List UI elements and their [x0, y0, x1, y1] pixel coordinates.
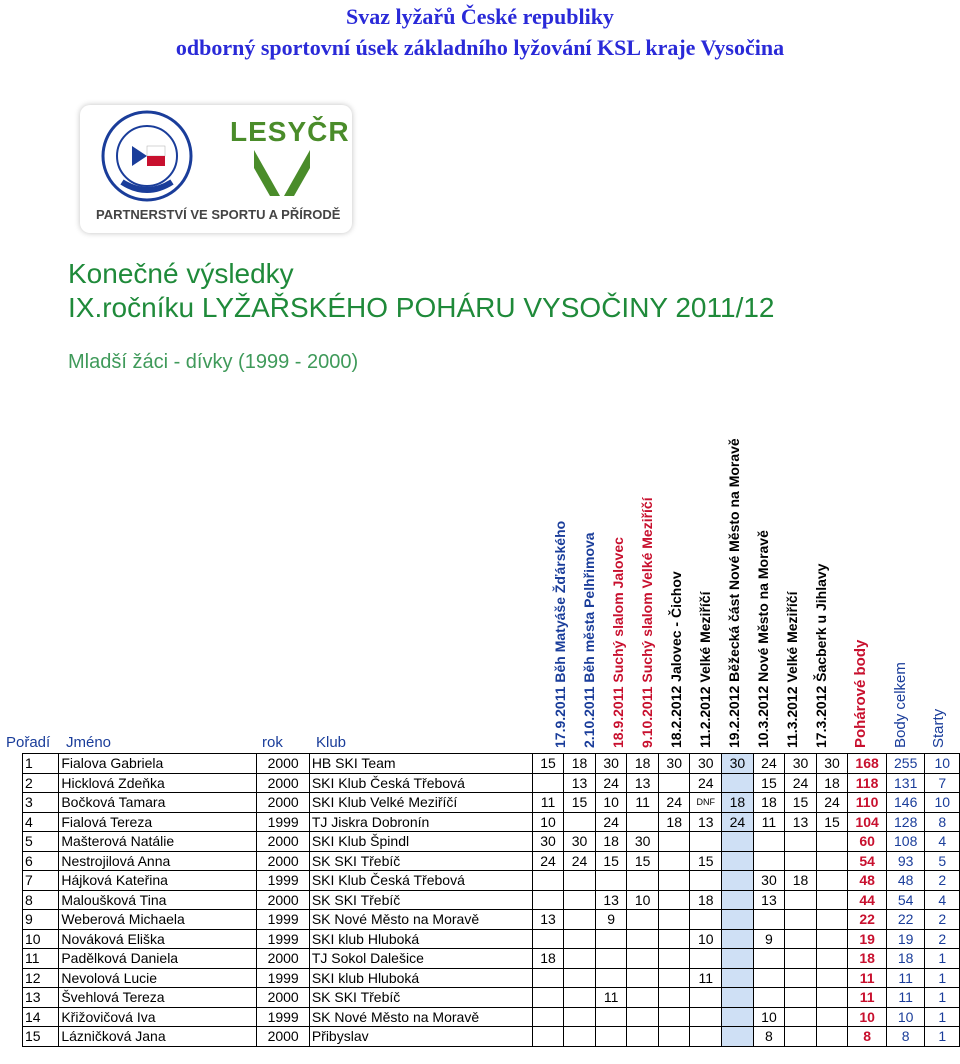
score-cell [816, 910, 848, 930]
name-cell: Fialová Tereza [59, 812, 257, 832]
score-cell: 30 [658, 754, 690, 774]
total-points-cell: 128 [886, 812, 925, 832]
score-cell [658, 851, 690, 871]
rank-cell: 5 [23, 832, 59, 852]
score-cell: 24 [753, 754, 785, 774]
score-cell: 15 [564, 793, 596, 813]
year-cell: 2000 [257, 793, 309, 813]
rank-cell: 15 [23, 1027, 59, 1047]
starts-cell: 10 [925, 793, 960, 813]
year-cell: 2000 [257, 851, 309, 871]
col-name: Jméno [66, 734, 112, 751]
score-cell [816, 929, 848, 949]
score-cell [564, 929, 596, 949]
score-cell: 30 [595, 754, 627, 774]
rank-cell: 13 [23, 988, 59, 1008]
score-cell [627, 968, 659, 988]
score-cell [564, 910, 596, 930]
club-cell: SK SKI Třebíč [309, 988, 532, 1008]
score-cell: 24 [785, 773, 817, 793]
score-cell [532, 929, 564, 949]
starts-cell: 2 [925, 871, 960, 891]
club-cell: SK SKI Třebíč [309, 890, 532, 910]
col-rank: Pořadí [6, 734, 51, 751]
score-cell [532, 1027, 564, 1047]
table-row [23, 929, 960, 949]
score-cell [564, 871, 596, 891]
cup-points-cell: 8 [848, 1027, 887, 1047]
score-cell [627, 1027, 659, 1047]
score-cell [722, 890, 754, 910]
score-cell: 24 [595, 812, 627, 832]
total-points-cell: 8 [886, 1027, 925, 1047]
results-table [22, 753, 960, 1047]
score-cell [753, 968, 785, 988]
score-cell [816, 949, 848, 969]
total-points-cell: 131 [886, 773, 925, 793]
score-cell: 18 [722, 793, 754, 813]
rank-cell: 7 [23, 871, 59, 891]
score-cell [595, 929, 627, 949]
cup-points-cell: 54 [848, 851, 887, 871]
starts-cell: 4 [925, 890, 960, 910]
score-cell: 13 [564, 773, 596, 793]
col-starts: Starty [930, 708, 947, 748]
rank-cell: 8 [23, 890, 59, 910]
score-cell: 24 [722, 812, 754, 832]
score-cell [722, 1027, 754, 1047]
score-cell: 30 [722, 754, 754, 774]
score-cell [532, 1007, 564, 1027]
table-row [23, 988, 960, 1008]
score-cell: 24 [690, 773, 722, 793]
score-cell [816, 968, 848, 988]
table-row [23, 754, 960, 774]
score-cell: 11 [627, 793, 659, 813]
rank-cell: 3 [23, 793, 59, 813]
score-cell [722, 773, 754, 793]
score-cell [532, 968, 564, 988]
club-cell: SKI klub Hluboká [309, 929, 532, 949]
score-cell [564, 949, 596, 969]
score-cell [627, 910, 659, 930]
score-cell [595, 968, 627, 988]
race-header-9: 11.3.2012 Velké Meziříčí [784, 591, 800, 748]
score-cell [658, 871, 690, 891]
year-cell: 1999 [257, 812, 309, 832]
score-cell [816, 832, 848, 852]
score-cell: 18 [690, 890, 722, 910]
score-cell: 11 [532, 793, 564, 813]
score-cell [722, 1007, 754, 1027]
score-cell [658, 949, 690, 969]
total-points-cell: 48 [886, 871, 925, 891]
name-cell: Hájková Kateřina [59, 871, 257, 891]
race-header-7: 19.2.2012 Běžecká část Nové Město na Moravě [726, 438, 742, 748]
logo-tagline: PARTNERSTVÍ VE SPORTU A PŘÍRODĚ [96, 207, 341, 222]
total-points-cell: 255 [886, 754, 925, 774]
club-cell: SK Nové Město na Moravě [309, 910, 532, 930]
starts-cell: 2 [925, 929, 960, 949]
name-cell: Padělková Daniela [59, 949, 257, 969]
score-cell: 10 [753, 1007, 785, 1027]
club-cell: TJ Jiskra Dobronín [309, 812, 532, 832]
starts-cell: 8 [925, 812, 960, 832]
race-header-2: 2.10.2011 Běh města Pelhřimova [581, 532, 597, 748]
table-row [23, 793, 960, 813]
race-header-5: 18.2.2012 Jalovec - Čichov [668, 571, 684, 748]
table-row [23, 1007, 960, 1027]
score-cell: 24 [658, 793, 690, 813]
score-cell [658, 832, 690, 852]
score-cell: 9 [753, 929, 785, 949]
score-cell [595, 1007, 627, 1027]
cup-points-cell: 110 [848, 793, 887, 813]
score-cell [658, 890, 690, 910]
starts-cell: 1 [925, 968, 960, 988]
brand-name: LESYČR [230, 116, 350, 147]
name-cell: Lázničková Jana [59, 1027, 257, 1047]
year-cell: 1999 [257, 1007, 309, 1027]
score-cell [564, 968, 596, 988]
rank-cell: 2 [23, 773, 59, 793]
score-cell [690, 988, 722, 1008]
score-cell [722, 949, 754, 969]
header-line2: odborný sportovní úsek základního lyžování KSL kraje Vysočina [175, 35, 785, 60]
score-cell [564, 890, 596, 910]
score-cell: 18 [753, 793, 785, 813]
table-row [23, 851, 960, 871]
score-cell: 18 [595, 832, 627, 852]
score-cell [785, 988, 817, 1008]
total-points-cell: 10 [886, 1007, 925, 1027]
cup-points-cell: 48 [848, 871, 887, 891]
race-header-6: 11.2.2012 Velké Meziříčí [697, 591, 713, 748]
col-cup-points: Pohárové body [852, 639, 869, 748]
year-cell: 2000 [257, 773, 309, 793]
race-header-1: 17.9.2011 Běh Matyáše Žďárského [552, 520, 568, 748]
score-cell [532, 773, 564, 793]
club-cell: TJ Sokol Dalešice [309, 949, 532, 969]
score-cell [753, 832, 785, 852]
col-total-points: Body celkem [892, 662, 909, 748]
score-cell [690, 910, 722, 930]
score-cell [816, 890, 848, 910]
total-points-cell: 146 [886, 793, 925, 813]
score-cell: 15 [816, 812, 848, 832]
score-cell: 10 [690, 929, 722, 949]
score-cell [595, 871, 627, 891]
race-header-3: 18.9.2011 Suchý slalom Jalovec [610, 537, 626, 748]
total-points-cell: 22 [886, 910, 925, 930]
score-cell: 13 [753, 890, 785, 910]
table-row [23, 773, 960, 793]
club-cell: SKI klub Hluboká [309, 968, 532, 988]
score-cell [816, 1027, 848, 1047]
score-cell: 10 [532, 812, 564, 832]
total-points-cell: 19 [886, 929, 925, 949]
score-cell: 24 [532, 851, 564, 871]
score-cell [564, 988, 596, 1008]
year-cell: 2000 [257, 949, 309, 969]
header-line1: Svaz lyžařů České republiky [346, 4, 614, 29]
starts-cell: 10 [925, 754, 960, 774]
year-cell: 1999 [257, 871, 309, 891]
total-points-cell: 93 [886, 851, 925, 871]
club-cell: SKI Klub Česká Třebová [309, 871, 532, 891]
score-cell: 30 [690, 754, 722, 774]
score-cell [816, 988, 848, 1008]
score-cell: 30 [532, 832, 564, 852]
score-cell: 18 [816, 773, 848, 793]
score-cell: 24 [816, 793, 848, 813]
score-cell [564, 1027, 596, 1047]
score-cell [595, 949, 627, 969]
total-points-cell: 18 [886, 949, 925, 969]
starts-cell: 1 [925, 949, 960, 969]
score-cell: 13 [595, 890, 627, 910]
score-cell [627, 949, 659, 969]
table-row [23, 949, 960, 969]
score-cell [627, 812, 659, 832]
score-cell [785, 1007, 817, 1027]
cup-points-cell: 60 [848, 832, 887, 852]
club-cell: HB SKI Team [309, 754, 532, 774]
score-cell: 18 [658, 812, 690, 832]
score-cell [595, 1027, 627, 1047]
score-cell: 13 [690, 812, 722, 832]
rank-cell: 4 [23, 812, 59, 832]
cup-points-cell: 104 [848, 812, 887, 832]
score-cell: 30 [816, 754, 848, 774]
score-cell [532, 890, 564, 910]
score-cell: 24 [595, 773, 627, 793]
score-cell [816, 871, 848, 891]
score-cell: 30 [753, 871, 785, 891]
score-cell: 24 [564, 851, 596, 871]
score-cell: 9 [595, 910, 627, 930]
ski-association-seal-icon [92, 108, 202, 208]
forest-logo-icon [252, 150, 312, 196]
table-row [23, 968, 960, 988]
name-cell: Bočková Tamara [59, 793, 257, 813]
score-cell: 18 [564, 754, 596, 774]
cup-points-cell: 18 [848, 949, 887, 969]
score-cell [658, 929, 690, 949]
score-cell [753, 851, 785, 871]
year-cell: 2000 [257, 890, 309, 910]
score-cell: 18 [785, 871, 817, 891]
cup-points-cell: 44 [848, 890, 887, 910]
race-header-4: 9.10.2011 Suchý slalom Velké Meziříčí [639, 497, 655, 748]
year-cell: 1999 [257, 968, 309, 988]
score-cell [753, 949, 785, 969]
year-cell: 2000 [257, 988, 309, 1008]
category-title: Mladší žáci - dívky (1999 - 2000) [68, 351, 359, 373]
score-cell [753, 910, 785, 930]
score-cell: 18 [532, 949, 564, 969]
name-cell: Nevolová Lucie [59, 968, 257, 988]
score-cell: 15 [753, 773, 785, 793]
total-points-cell: 11 [886, 988, 925, 1008]
score-cell: 11 [595, 988, 627, 1008]
score-cell [658, 968, 690, 988]
score-cell [753, 988, 785, 1008]
name-cell: Křižovičová Iva [59, 1007, 257, 1027]
rank-cell: 12 [23, 968, 59, 988]
club-cell: SKI Klub Česká Třebová [309, 773, 532, 793]
score-cell [690, 832, 722, 852]
rank-cell: 10 [23, 929, 59, 949]
score-cell [690, 1027, 722, 1047]
rank-cell: 1 [23, 754, 59, 774]
score-cell [816, 1007, 848, 1027]
score-cell [722, 988, 754, 1008]
score-cell: 15 [532, 754, 564, 774]
table-row [23, 871, 960, 891]
score-cell: 30 [564, 832, 596, 852]
score-cell [785, 910, 817, 930]
score-cell: 13 [627, 773, 659, 793]
score-cell [816, 851, 848, 871]
total-points-cell: 54 [886, 890, 925, 910]
score-cell: 15 [690, 851, 722, 871]
rank-cell: 14 [23, 1007, 59, 1027]
total-points-cell: 108 [886, 832, 925, 852]
score-cell [785, 832, 817, 852]
year-cell: 2000 [257, 832, 309, 852]
score-cell [785, 851, 817, 871]
cup-points-cell: 168 [848, 754, 887, 774]
score-cell [690, 949, 722, 969]
rank-cell: 6 [23, 851, 59, 871]
rank-cell: 9 [23, 910, 59, 930]
club-cell: SK Nové Město na Moravě [309, 1007, 532, 1027]
year-cell: 2000 [257, 1027, 309, 1047]
score-cell [690, 871, 722, 891]
club-cell: Přibyslav [309, 1027, 532, 1047]
score-cell [564, 812, 596, 832]
starts-cell: 4 [925, 832, 960, 852]
score-cell [785, 890, 817, 910]
score-cell [658, 988, 690, 1008]
cup-points-cell: 19 [848, 929, 887, 949]
score-cell [722, 851, 754, 871]
name-cell: Fialova Gabriela [59, 754, 257, 774]
score-cell: 18 [627, 754, 659, 774]
name-cell: Weberová Michaela [59, 910, 257, 930]
year-cell: 1999 [257, 929, 309, 949]
starts-cell: 2 [925, 910, 960, 930]
table-row [23, 1027, 960, 1047]
score-cell [658, 1027, 690, 1047]
cup-points-cell: 11 [848, 988, 887, 1008]
cup-points-cell: 10 [848, 1007, 887, 1027]
score-cell [785, 1027, 817, 1047]
race-header-10: 17.3.2012 Šacberk u Jihlavy [813, 563, 829, 748]
score-cell [722, 832, 754, 852]
score-cell [722, 871, 754, 891]
name-cell: Mašterová Natálie [59, 832, 257, 852]
table-row [23, 910, 960, 930]
score-cell [722, 910, 754, 930]
rank-cell: 11 [23, 949, 59, 969]
score-cell [532, 871, 564, 891]
club-cell: SKI Klub Špindl [309, 832, 532, 852]
starts-cell: 5 [925, 851, 960, 871]
table-row [23, 832, 960, 852]
score-cell: 10 [627, 890, 659, 910]
score-cell [627, 988, 659, 1008]
score-cell: 30 [627, 832, 659, 852]
col-year: rok [262, 734, 283, 751]
score-cell [785, 968, 817, 988]
table-row [23, 812, 960, 832]
cup-points-cell: 11 [848, 968, 887, 988]
cup-title: IX.ročníku LYŽAŘSKÉHO POHÁRU VYSOČINY 2011/12 [68, 292, 775, 323]
score-cell [658, 773, 690, 793]
score-cell: 11 [753, 812, 785, 832]
score-cell: 15 [627, 851, 659, 871]
score-cell: 15 [785, 793, 817, 813]
score-cell [785, 949, 817, 969]
score-cell: DNF [690, 793, 722, 813]
score-cell: 30 [785, 754, 817, 774]
score-cell [785, 929, 817, 949]
score-cell: 13 [785, 812, 817, 832]
score-cell: 10 [595, 793, 627, 813]
results-title: Konečné výsledky [68, 258, 294, 289]
col-club: Klub [316, 734, 347, 751]
name-cell: Hicklová Zdeňka [59, 773, 257, 793]
total-points-cell: 11 [886, 968, 925, 988]
name-cell: Nestrojilová Anna [59, 851, 257, 871]
score-cell [627, 929, 659, 949]
year-cell: 1999 [257, 910, 309, 930]
club-cell: SKI Klub Velké Meziříčí [309, 793, 532, 813]
score-cell [532, 988, 564, 1008]
name-cell: Maloušková Tina [59, 890, 257, 910]
cup-points-cell: 22 [848, 910, 887, 930]
club-cell: SK SKI Třebíč [309, 851, 532, 871]
score-cell [627, 1007, 659, 1027]
starts-cell: 1 [925, 1027, 960, 1047]
score-cell [564, 1007, 596, 1027]
table-row [23, 890, 960, 910]
starts-cell: 1 [925, 988, 960, 1008]
cup-points-cell: 118 [848, 773, 887, 793]
score-cell: 15 [595, 851, 627, 871]
starts-cell: 7 [925, 773, 960, 793]
score-cell [690, 1007, 722, 1027]
score-cell [658, 910, 690, 930]
score-cell [627, 871, 659, 891]
score-cell: 13 [532, 910, 564, 930]
score-cell [722, 929, 754, 949]
name-cell: Švehlová Tereza [59, 988, 257, 1008]
score-cell [658, 1007, 690, 1027]
name-cell: Nováková Eliška [59, 929, 257, 949]
year-cell: 2000 [257, 754, 309, 774]
score-cell [722, 968, 754, 988]
score-cell: 11 [690, 968, 722, 988]
score-cell: 8 [753, 1027, 785, 1047]
race-header-8: 10.3.2012 Nové Město na Moravě [755, 530, 771, 748]
starts-cell: 1 [925, 1007, 960, 1027]
